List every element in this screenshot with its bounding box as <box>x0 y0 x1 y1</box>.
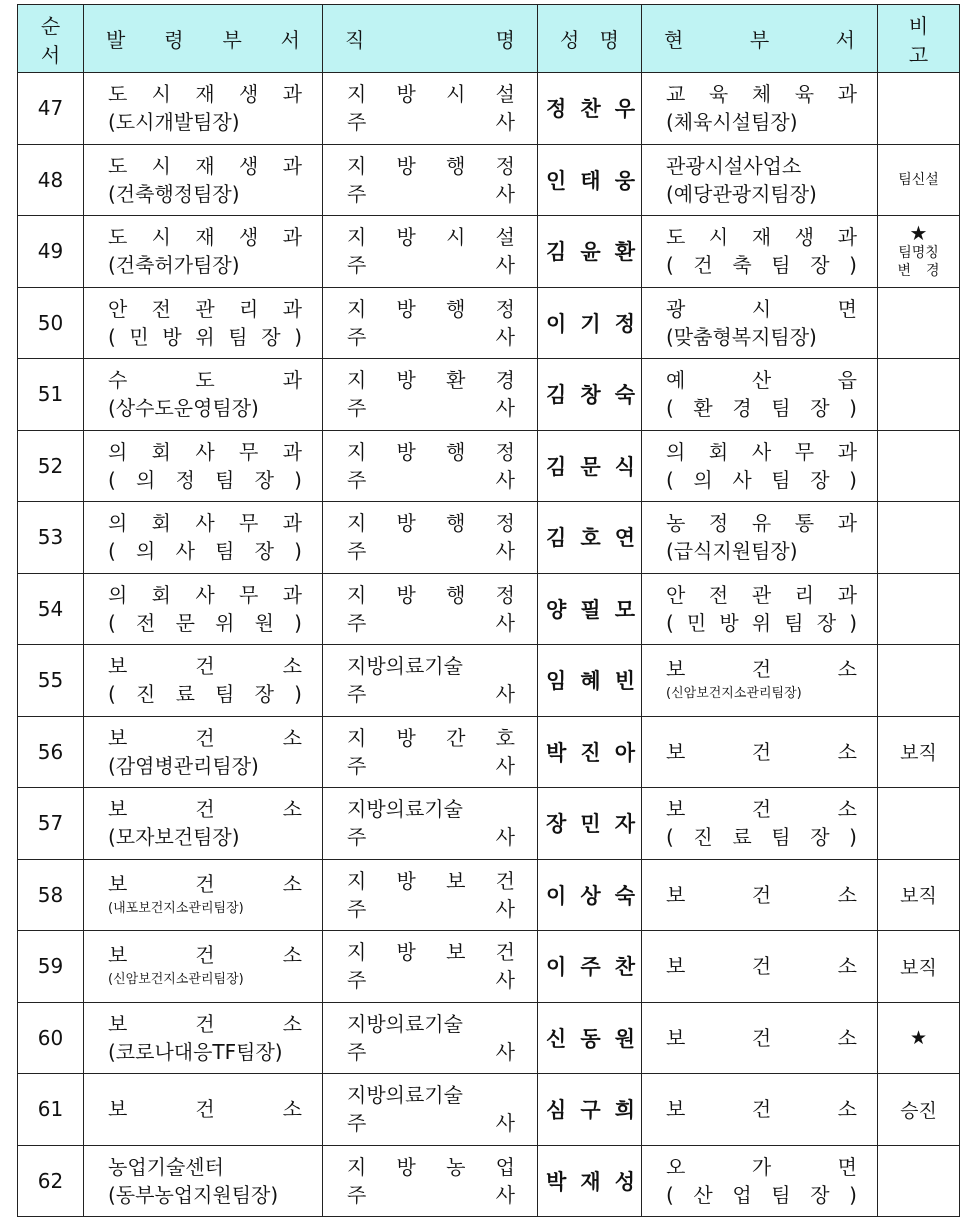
issuing-dept-line2: ( 의 사 팀 장 ) <box>108 539 302 564</box>
current-dept-cell <box>642 716 878 788</box>
title-line2: 주 사 <box>347 682 515 707</box>
table-row <box>18 1145 960 1217</box>
person-name: 정 찬 우 <box>546 97 635 122</box>
title-line1: 지 방 행 정 <box>347 296 515 321</box>
issuing-dept-line1: 도 시 재 생 과 <box>108 225 302 250</box>
table-row <box>18 430 960 502</box>
issuing-dept-cell <box>84 144 323 216</box>
title-line2: 주 사 <box>347 253 515 278</box>
title-cell <box>323 216 538 288</box>
current-dept-cell <box>642 359 878 431</box>
current-dept-cell <box>642 931 878 1003</box>
issuing-dept-line2: ( 의 정 팀 장 ) <box>108 467 302 492</box>
issuing-dept-line2: (감염병관리팀장) <box>108 753 259 778</box>
seq-cell: 61 <box>18 1074 84 1146</box>
title-cell <box>323 430 538 502</box>
note-cell <box>878 359 960 431</box>
title-line1: 지 방 시 설 <box>347 225 515 250</box>
current-dept-cell <box>642 573 878 645</box>
seq-cell: 53 <box>18 502 84 574</box>
table-row <box>18 216 960 288</box>
title-line1: 지 방 보 건 <box>347 868 515 893</box>
name-cell <box>538 216 642 288</box>
person-name: 인 태 웅 <box>546 168 635 193</box>
title-line2: 주 사 <box>347 1039 515 1064</box>
issuing-dept-line2: (건축허가팀장) <box>108 253 240 278</box>
person-name: 김 호 연 <box>546 526 635 551</box>
note-line1: 팀명칭 <box>898 245 939 262</box>
current-dept-cell <box>642 1002 878 1074</box>
person-name: 김 문 식 <box>546 454 635 479</box>
issuing-dept-cell <box>84 645 323 717</box>
note-line2: 변 경 <box>897 263 940 280</box>
current-dept-line2: ( 건 축 팀 장 ) <box>666 253 857 278</box>
title-line1: 지 방 환 경 <box>347 368 515 393</box>
name-cell <box>538 502 642 574</box>
note-cell <box>878 287 960 359</box>
header-current-dept: 현 부 서 <box>642 5 878 73</box>
title-line2: 주 사 <box>347 1111 515 1136</box>
title-line2: 주 사 <box>347 396 515 421</box>
title-cell <box>323 73 538 145</box>
personnel-order-table-container <box>17 4 959 1217</box>
person-name: 이 주 찬 <box>546 955 635 980</box>
table-row <box>18 573 960 645</box>
issuing-dept-line1: 의 회 사 무 과 <box>108 511 302 536</box>
issuing-dept-cell <box>84 859 323 931</box>
issuing-dept-line1: 의 회 사 무 과 <box>108 439 302 464</box>
issuing-dept-line1: 의 회 사 무 과 <box>108 582 302 607</box>
person-name: 박 진 아 <box>546 740 635 765</box>
issuing-dept-line2: (코로나대응TF팀장) <box>108 1039 283 1064</box>
current-dept-cell <box>642 1145 878 1217</box>
title-cell <box>323 573 538 645</box>
issuing-dept-line2: ( 민 방 위 팀 장 ) <box>108 324 302 349</box>
issuing-dept-line1: 보 건 소 <box>108 1097 302 1122</box>
note-cell <box>878 216 960 288</box>
person-name: 신 동 원 <box>546 1026 635 1051</box>
title-line2: 주 사 <box>347 324 515 349</box>
name-cell <box>538 1002 642 1074</box>
title-line2: 주 사 <box>347 825 515 850</box>
issuing-dept-line1: 보 건 소 <box>108 871 302 896</box>
table-row <box>18 1074 960 1146</box>
current-dept-line1: 광 시 면 <box>666 296 857 321</box>
title-line2: 주 사 <box>347 467 515 492</box>
current-dept-cell <box>642 287 878 359</box>
name-cell <box>538 859 642 931</box>
name-cell <box>538 645 642 717</box>
note-cell <box>878 859 960 931</box>
name-cell <box>538 716 642 788</box>
title-cell <box>323 287 538 359</box>
table-row <box>18 502 960 574</box>
issuing-dept-line2: (상수도운영팀장) <box>108 396 259 421</box>
name-cell <box>538 788 642 860</box>
header-seq: 순서 <box>18 5 84 73</box>
title-line1: 지 방 행 정 <box>347 439 515 464</box>
issuing-dept-cell <box>84 1074 323 1146</box>
title-line2: 주 사 <box>347 610 515 635</box>
title-line1: 지 방 행 정 <box>347 511 515 536</box>
current-dept-line2: ( 민 방 위 팀 장 ) <box>666 610 857 635</box>
title-cell <box>323 716 538 788</box>
current-dept-line2: (신암보건지소관리팀장) <box>666 686 802 702</box>
title-line1: 지 방 시 설 <box>347 82 515 107</box>
note-text: 보직 <box>900 742 937 765</box>
name-cell <box>538 573 642 645</box>
issuing-dept-line1: 보 건 소 <box>108 654 302 679</box>
note-text: 보직 <box>900 956 937 979</box>
issuing-dept-cell <box>84 1145 323 1217</box>
current-dept-line1: 의 회 사 무 과 <box>666 439 857 464</box>
title-line1: 지 방 간 호 <box>347 725 515 750</box>
issuing-dept-cell <box>84 502 323 574</box>
title-line2: 주 사 <box>347 753 515 778</box>
seq-cell: 55 <box>18 645 84 717</box>
current-dept-line1: 관광시설사업소 <box>666 153 802 178</box>
note-cell <box>878 788 960 860</box>
name-cell <box>538 1145 642 1217</box>
seq-cell: 57 <box>18 788 84 860</box>
title-line2: 주 사 <box>347 539 515 564</box>
current-dept-line2: ( 진 료 팀 장 ) <box>666 825 857 850</box>
current-dept-line1: 예 산 읍 <box>666 368 857 393</box>
name-cell <box>538 144 642 216</box>
title-line1: 지 방 행 정 <box>347 153 515 178</box>
current-dept-line1: 보 건 소 <box>666 797 857 822</box>
name-cell <box>538 359 642 431</box>
current-dept-line2: (예당관광지팀장) <box>666 181 817 206</box>
star-icon: ★ <box>909 221 928 246</box>
issuing-dept-line1: 도 시 재 생 과 <box>108 82 302 107</box>
issuing-dept-line1: 보 건 소 <box>108 725 302 750</box>
issuing-dept-line1: 농업기술센터 <box>108 1154 224 1179</box>
note-cell <box>878 931 960 1003</box>
note-cell <box>878 573 960 645</box>
table-body <box>18 73 960 1217</box>
seq-cell: 49 <box>18 216 84 288</box>
table-row <box>18 931 960 1003</box>
person-name: 이 상 숙 <box>546 883 635 908</box>
issuing-dept-cell <box>84 430 323 502</box>
title-cell <box>323 1074 538 1146</box>
current-dept-cell <box>642 859 878 931</box>
issuing-dept-line2: (모자보건팀장) <box>108 825 240 850</box>
table-row <box>18 287 960 359</box>
issuing-dept-cell <box>84 287 323 359</box>
current-dept-cell <box>642 645 878 717</box>
note-cell <box>878 144 960 216</box>
title-line1: 지 방 보 건 <box>347 940 515 965</box>
issuing-dept-line2: (건축행정팀장) <box>108 181 240 206</box>
issuing-dept-line2: (도시개발팀장) <box>108 110 240 135</box>
issuing-dept-cell <box>84 931 323 1003</box>
title-line1: 지방의료기술 <box>347 1083 463 1108</box>
issuing-dept-line2: ( 진 료 팀 장 ) <box>108 682 302 707</box>
seq-cell: 50 <box>18 287 84 359</box>
issuing-dept-line1: 보 건 소 <box>108 1011 302 1036</box>
title-line2: 주 사 <box>347 1182 515 1207</box>
current-dept-line2: ( 의 사 팀 장 ) <box>666 467 857 492</box>
issuing-dept-line2: (동부농업지원팀장) <box>108 1182 279 1207</box>
note-text: 보직 <box>900 885 937 908</box>
seq-cell: 56 <box>18 716 84 788</box>
note-cell <box>878 716 960 788</box>
current-dept-line2: (체육시설팀장) <box>666 110 798 135</box>
current-dept-line1: 보 건 소 <box>666 1097 857 1122</box>
title-cell <box>323 359 538 431</box>
seq-cell: 62 <box>18 1145 84 1217</box>
issuing-dept-cell <box>84 73 323 145</box>
name-cell <box>538 430 642 502</box>
current-dept-cell <box>642 788 878 860</box>
name-cell <box>538 931 642 1003</box>
seq-cell: 52 <box>18 430 84 502</box>
star-icon: ★ <box>909 1026 928 1049</box>
seq-cell: 54 <box>18 573 84 645</box>
person-name: 장 민 자 <box>546 812 635 837</box>
current-dept-cell <box>642 216 878 288</box>
current-dept-line1: 보 건 소 <box>666 1025 857 1050</box>
header-name: 성 명 <box>538 5 642 73</box>
current-dept-line1: 보 건 소 <box>666 954 857 979</box>
current-dept-line1: 농 정 유 통 과 <box>666 511 857 536</box>
issuing-dept-cell <box>84 716 323 788</box>
person-name: 심 구 희 <box>546 1098 635 1123</box>
current-dept-line2: ( 산 업 팀 장 ) <box>666 1182 857 1207</box>
title-line1: 지방의료기술 <box>347 654 463 679</box>
title-cell <box>323 1145 538 1217</box>
current-dept-line2: ( 환 경 팀 장 ) <box>666 396 857 421</box>
note-cell <box>878 645 960 717</box>
current-dept-cell <box>642 430 878 502</box>
table-row <box>18 144 960 216</box>
note-cell <box>878 73 960 145</box>
title-line1: 지방의료기술 <box>347 797 463 822</box>
issuing-dept-line1: 수 도 과 <box>108 368 302 393</box>
person-name: 박 재 성 <box>546 1169 635 1194</box>
header-title: 직 명 <box>323 5 538 73</box>
header-note: 비고 <box>878 5 960 73</box>
person-name: 양 필 모 <box>546 597 635 622</box>
title-line2: 주 사 <box>347 896 515 921</box>
person-name: 임 혜 빈 <box>546 669 635 694</box>
current-dept-cell <box>642 1074 878 1146</box>
table-row <box>18 359 960 431</box>
table-row <box>18 859 960 931</box>
seq-cell: 51 <box>18 359 84 431</box>
note-text: 팀신설 <box>898 171 939 188</box>
issuing-dept-line1: 도 시 재 생 과 <box>108 153 302 178</box>
name-cell <box>538 1074 642 1146</box>
current-dept-line2: (맞춤형복지팀장) <box>666 324 817 349</box>
header-row <box>18 5 960 73</box>
issuing-dept-line1: 안 전 관 리 과 <box>108 296 302 321</box>
current-dept-line1: 교 육 체 육 과 <box>666 82 857 107</box>
table-row <box>18 788 960 860</box>
person-name: 김 윤 환 <box>546 240 635 265</box>
current-dept-line2: (급식지원팀장) <box>666 539 798 564</box>
name-cell <box>538 73 642 145</box>
seq-cell: 47 <box>18 73 84 145</box>
title-line1: 지 방 행 정 <box>347 582 515 607</box>
title-cell <box>323 931 538 1003</box>
issuing-dept-cell <box>84 573 323 645</box>
table-row <box>18 1002 960 1074</box>
title-line2: 주 사 <box>347 968 515 993</box>
note-cell <box>878 430 960 502</box>
title-cell <box>323 502 538 574</box>
title-cell <box>323 859 538 931</box>
issuing-dept-line2: ( 전 문 위 원 ) <box>108 610 302 635</box>
current-dept-line1: 안 전 관 리 과 <box>666 582 857 607</box>
current-dept-cell <box>642 502 878 574</box>
title-cell <box>323 1002 538 1074</box>
title-line1: 지방의료기술 <box>347 1011 463 1036</box>
current-dept-line1: 오 가 면 <box>666 1154 857 1179</box>
issuing-dept-cell <box>84 216 323 288</box>
current-dept-line1: 보 건 소 <box>666 882 857 907</box>
header-issuing-dept: 발 령 부 서 <box>84 5 323 73</box>
seq-cell: 58 <box>18 859 84 931</box>
table-row <box>18 73 960 145</box>
issuing-dept-line2: (내포보건지소관리팀장) <box>108 900 244 916</box>
name-cell <box>538 287 642 359</box>
title-line1: 지 방 농 업 <box>347 1154 515 1179</box>
table-row <box>18 645 960 717</box>
note-cell <box>878 1002 960 1074</box>
issuing-dept-line1: 보 건 소 <box>108 797 302 822</box>
current-dept-line1: 도 시 재 생 과 <box>666 225 857 250</box>
title-cell <box>323 144 538 216</box>
person-name: 이 기 정 <box>546 311 635 336</box>
current-dept-line1: 보 건 소 <box>666 739 857 764</box>
issuing-dept-cell <box>84 1002 323 1074</box>
person-name: 김 창 숙 <box>546 383 635 408</box>
personnel-order-table <box>17 4 960 1217</box>
seq-cell: 59 <box>18 931 84 1003</box>
issuing-dept-cell <box>84 359 323 431</box>
issuing-dept-line2: (신암보건지소관리팀장) <box>108 972 244 988</box>
seq-cell: 48 <box>18 144 84 216</box>
table-row <box>18 716 960 788</box>
note-cell <box>878 502 960 574</box>
note-text: 승진 <box>900 1099 937 1122</box>
title-line2: 주 사 <box>347 110 515 135</box>
issuing-dept-line1: 보 건 소 <box>108 943 302 968</box>
title-line2: 주 사 <box>347 181 515 206</box>
issuing-dept-cell <box>84 788 323 860</box>
title-cell <box>323 788 538 860</box>
seq-cell: 60 <box>18 1002 84 1074</box>
title-cell <box>323 645 538 717</box>
current-dept-line1: 보 건 소 <box>666 657 857 682</box>
current-dept-cell <box>642 73 878 145</box>
note-cell <box>878 1145 960 1217</box>
current-dept-cell <box>642 144 878 216</box>
note-cell <box>878 1074 960 1146</box>
